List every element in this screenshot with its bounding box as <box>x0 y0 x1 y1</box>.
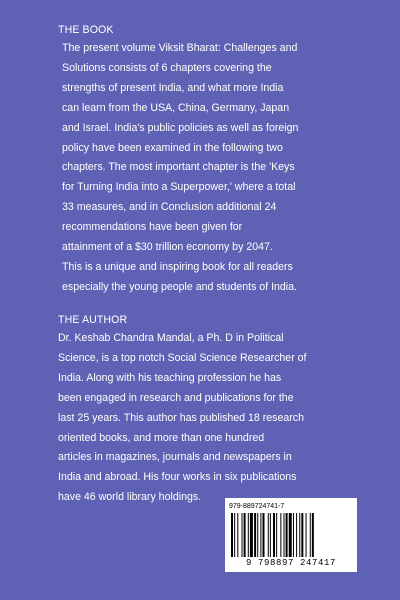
author-bio: Dr. Keshab Chandra Mandal, a Ph. D in Political Science, is a top notch Social Science Researcher of India. Along with his teaching profession he has been engaged in research and publications for the last 25 years. This author has published 18 research oriented books, and more than one hundred articles in magazines, journals and newspapers in India and abroad. His four works in six publications have 46 world library holdings. <box>58 332 307 504</box>
barcode-bar <box>301 513 303 557</box>
book-description: The present volume Viksit Bharat: Challenges and Solutions consists of 6 chapters covering the strengths of present India, and what more India can learn from the USA, China, Germany, Japan and Israel. India's public policies as well as foreign policy have been examined in the following two chapters. The most important chapter is the 'Keys for Turning India into a Superpower,' where a total 33 measures, and in Conclusion additional 24 recommendations have been given for attainment of a $30 trillion economy by 2047. This is a unique and inspiring book for all readers especially the young people and students of India. <box>62 42 299 293</box>
barcode-bar <box>306 513 307 557</box>
barcode-bar <box>231 513 233 557</box>
barcode-bar <box>276 513 277 557</box>
barcode-bar <box>234 513 235 557</box>
barcode-bar <box>273 513 275 557</box>
barcode-bar <box>237 513 238 557</box>
barcode-bar <box>284 513 285 557</box>
barcode-bar <box>260 513 261 557</box>
barcode-bar <box>263 513 265 557</box>
barcode-bar <box>244 513 246 557</box>
barcode-bar <box>268 513 269 557</box>
barcode-bar <box>312 513 314 557</box>
barcode-bar <box>250 513 253 557</box>
author-section-heading: THE AUTHOR <box>58 314 128 326</box>
book-section-heading: THE BOOK <box>58 24 114 36</box>
barcode-bar <box>254 513 256 557</box>
isbn-barcode <box>225 498 357 572</box>
barcode-bar <box>280 513 281 557</box>
barcode-bar <box>270 513 271 557</box>
barcode-bar <box>289 513 292 557</box>
barcode-bar <box>296 513 297 557</box>
barcode-bar <box>293 513 294 557</box>
isbn-number: 979-889724741-7 <box>229 503 285 510</box>
barcode-bar <box>248 513 249 557</box>
barcode-bar <box>257 513 258 557</box>
barcode-bar <box>242 513 243 557</box>
barcode-bars <box>231 513 351 557</box>
barcode-bar <box>299 513 300 557</box>
barcode-bar <box>286 513 288 557</box>
barcode-bar <box>310 513 311 557</box>
barcode-digits: 9 798897 247417 <box>245 558 336 568</box>
